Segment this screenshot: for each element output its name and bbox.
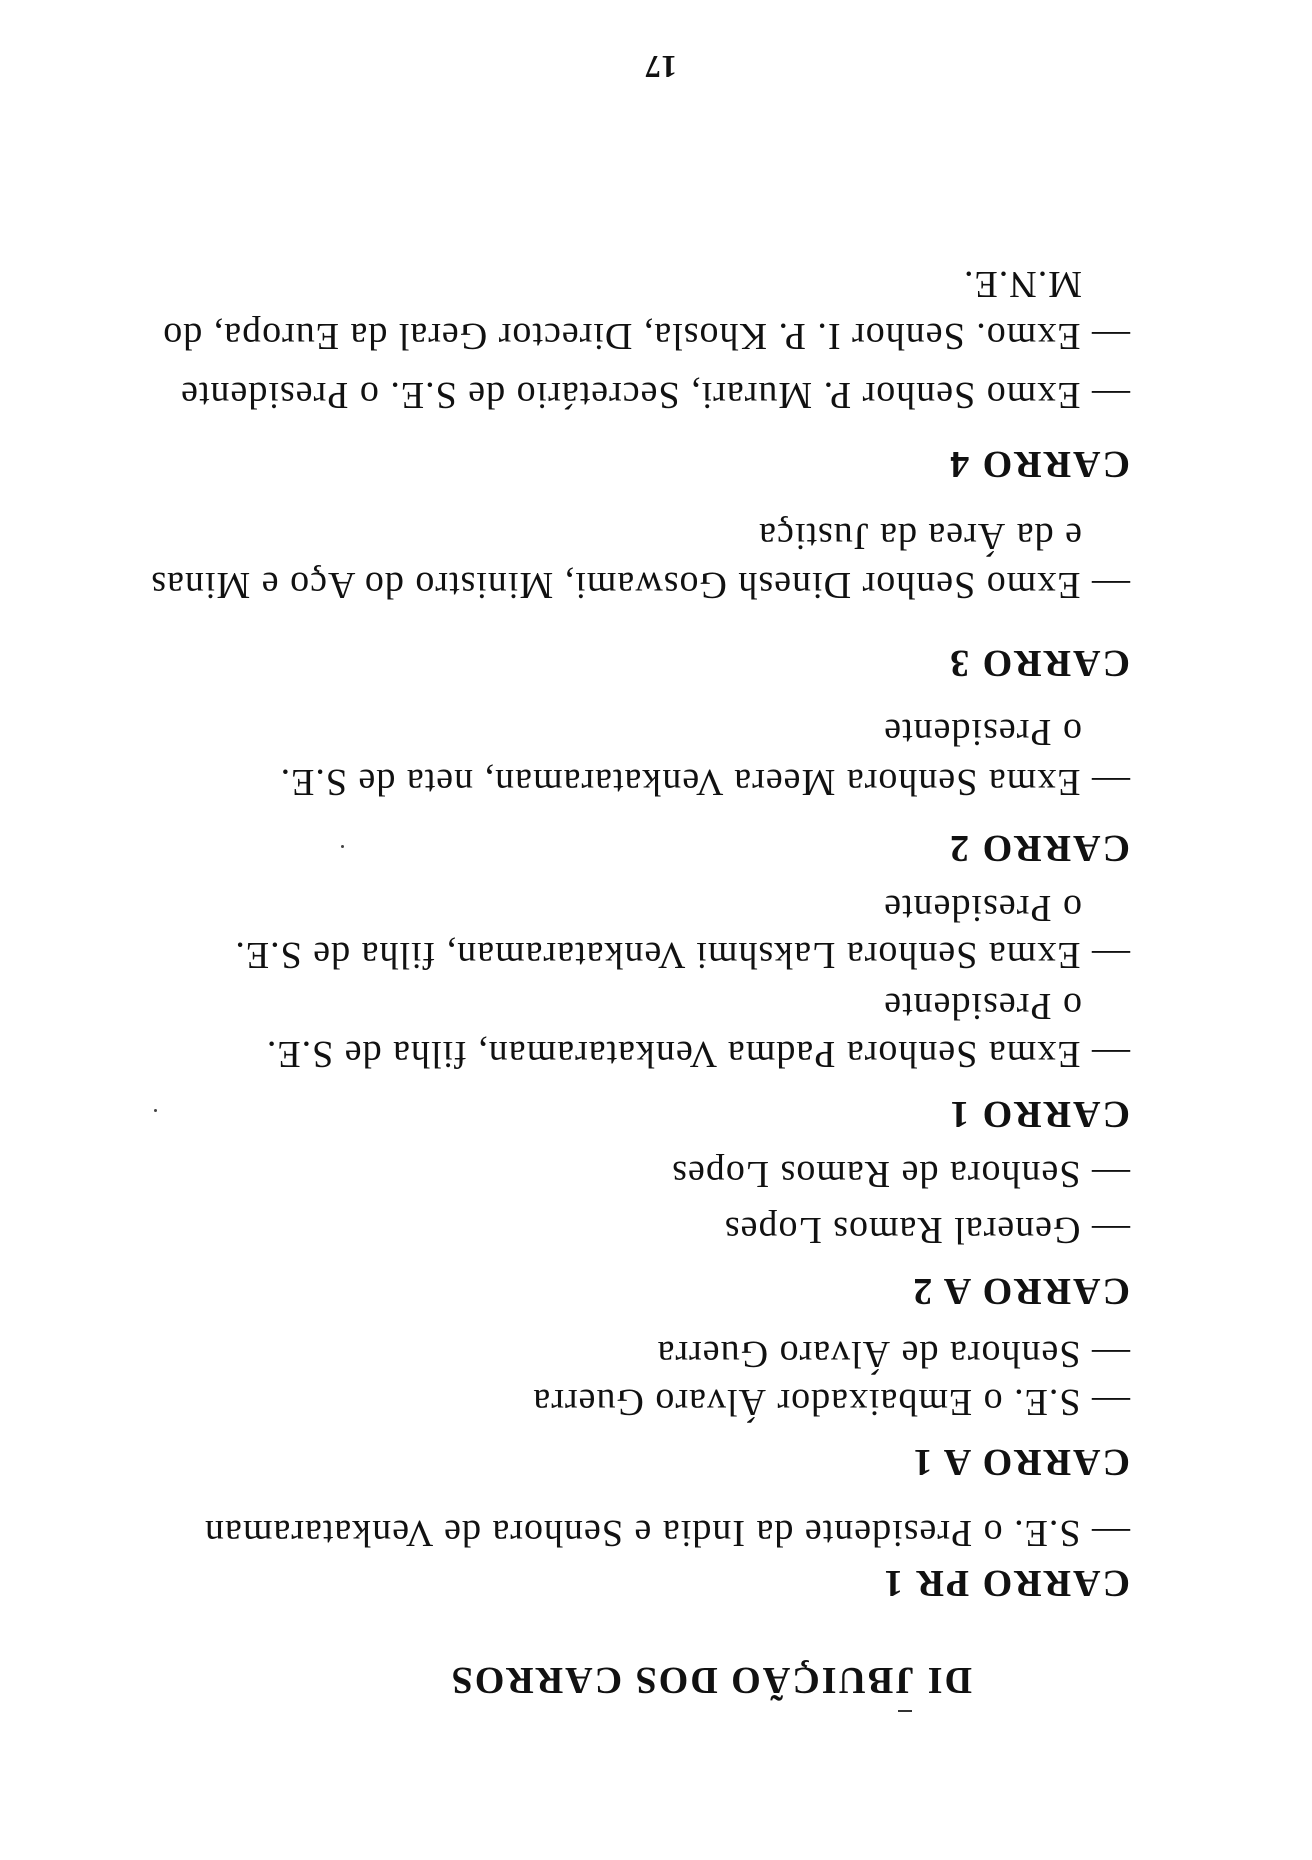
section-line: — Exma Senhora Lakshmi Venkataraman, filha de S.E. [234, 934, 1130, 976]
section-line: — S.E. o Embaixador Álvaro Guerra [532, 1381, 1130, 1423]
scan-speck [154, 1109, 157, 1112]
section-heading-carro-pr-1: CARRO PR 1 [882, 1562, 1130, 1604]
print-mark [898, 1710, 912, 1712]
section-line: — Senhora de Álvaro Guerra [656, 1333, 1130, 1375]
section-heading-carro-3: CARRO 3 [948, 642, 1130, 684]
section-line: — Exma Senhora Padma Venkataraman, filha de S.E. [265, 1033, 1130, 1075]
section-heading-carro-4: CARRO 4 [948, 443, 1130, 485]
section-line: — S.E. o Presidente da India e Senhora de Venkataraman [204, 1512, 1130, 1554]
section-heading-carro-1: CARRO 1 [948, 1093, 1130, 1135]
section-line: — Senhora de Ramos Lopes [671, 1153, 1130, 1195]
section-line: — General Ramos Lopes [723, 1209, 1130, 1251]
section-line-continuation: o Presidente [883, 711, 1082, 753]
section-line-continuation: e da Área da Justiça [758, 515, 1082, 557]
section-heading-carro-a-2: CARRO A 2 [911, 1270, 1130, 1312]
section-line-continuation: o Presidente [883, 985, 1082, 1027]
section-line: — Exma Senhora Meera Venkataraman, neta de S.E. [279, 761, 1130, 803]
section-line: — Exmo Senhor P. Murari, Secretário de S.E. o Presidente [180, 374, 1130, 416]
section-heading-carro-2: CARRO 2 [948, 827, 1130, 869]
scan-speck [341, 845, 344, 848]
section-line-continuation: o Presidente [883, 887, 1082, 929]
section-line: — Exmo. Senhor I. P. Khosla, Director Geral da Europa, do [162, 315, 1130, 357]
section-line-continuation: M.N.E. [963, 263, 1082, 305]
section-heading-carro-a-1: CARRO A 1 [911, 1441, 1130, 1483]
page-number: 17 [645, 49, 677, 85]
document-title: DI JBUIÇÃO DOS CARROS [449, 1659, 972, 1701]
section-line: — Exmo Senhor Dinesh Goswami, Ministro do Aço e Minas [150, 564, 1130, 606]
